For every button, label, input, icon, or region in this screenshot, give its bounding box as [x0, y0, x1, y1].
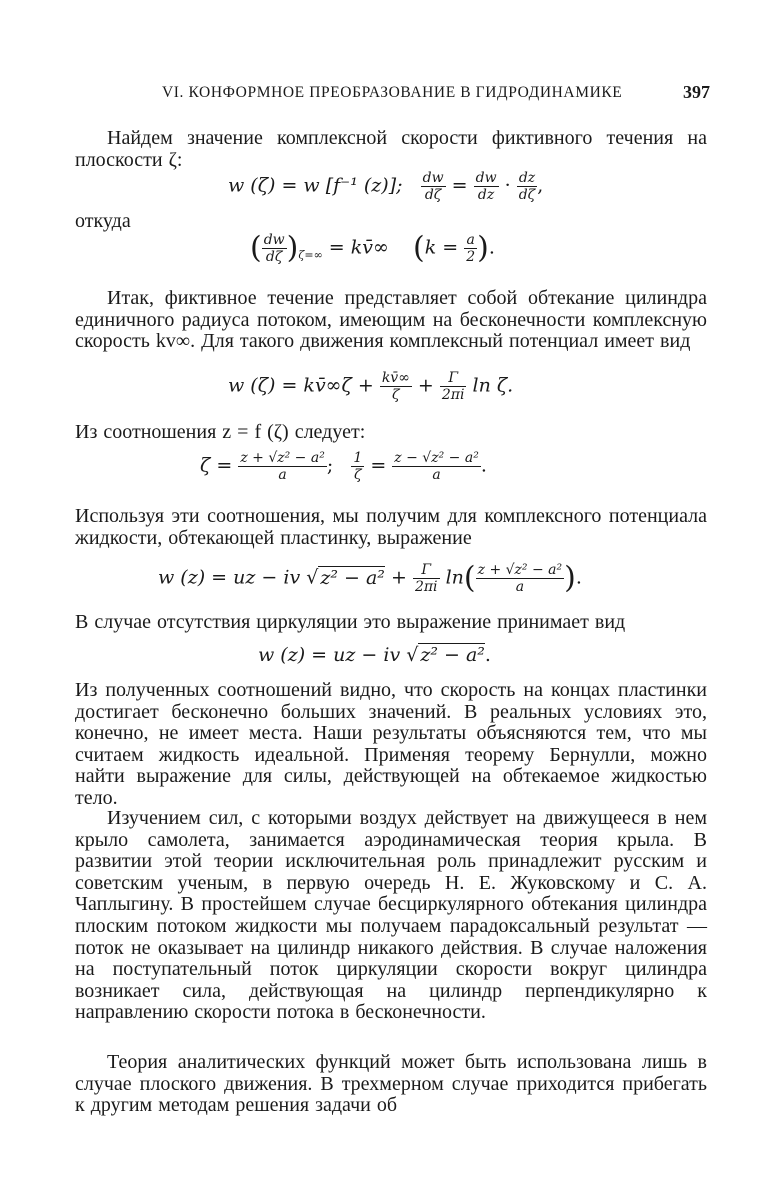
eq3-frac1: $\frac{kv̄\infty}{\zeta}$ — [381, 370, 410, 403]
equation-4: ζ = $\frac{\text{z + √z² − a²}}{a}$ ; $\frac{1}{\zeta}$ = $\frac{\text{z − √z² − a²}}{a}$ . — [200, 450, 487, 483]
equation-6: w (z) = uz − iv √ z² − a². — [258, 644, 491, 666]
paragraph-3: Из соотношения z = f (ζ) следует: — [75, 421, 366, 443]
eq5-frac1: $\frac{\Gamma}{2\pi i}$ — [414, 562, 438, 595]
paragraph-5: В случае отсутствия циркуляции это выражение принимает вид — [75, 611, 626, 633]
chapter-title: VI. КОНФОРМНОЕ ПРЕОБРАЗОВАНИЕ В ГИДРОДИНАМИКЕ — [162, 84, 623, 101]
eq2-frac: $\frac{dw}{d\zeta}$ — [263, 232, 285, 265]
paragraph-2: Итак, фиктивное течение представляет собой обтекание цилиндра единичного радиуса потоком, имеющим на бесконечности комплексную скорость kv∞. Для такого движения комплексный потенциал имеет вид — [75, 287, 707, 353]
equation-5: w (z) = uz − iv √ z² − a² + $\frac{\Gamma}{2\pi i}$ ln( $\frac{\text{z + √z² − a²}}{a}$ ). — [158, 560, 582, 596]
equation-3: w (ζ) = kv̄∞ζ + $\frac{kv̄\infty}{\zeta}$ + $\frac{\Gamma}{2\pi i}$ ln ζ. — [228, 370, 514, 403]
paragraph-1: Найдем значение комплексной скорости фиктивного течения на плоскости ζ: — [75, 127, 707, 171]
eq3-frac2: $\frac{\Gamma}{2\pi i}$ — [441, 370, 465, 403]
eq4-frac1: $\frac{\text{z + √z² − a²}}{a}$ — [240, 450, 325, 483]
equation-2: ( $\frac{dw}{d\zeta}$ )$_{\zeta=\infty}$ = kv̄∞ (k = $\frac{a}{2}$ ). — [250, 230, 495, 266]
paragraph-8: Теория аналитических функций может быть использована лишь в случае плоского движения. В трехмерном случае приходится прибегать к другим методам решения задачи об — [75, 1051, 707, 1117]
equation-1: w (ζ) = w [f⁻¹ (z)]; $\frac{dw}{d\zeta}$ = $\frac{dw}{dz}$ · $\frac{dz}{d\zeta}$ , — [228, 170, 544, 203]
paragraph-6: Из полученных соотношений видно, что скорость на концах пластинки достигает бесконечно больших значений. В реальных условиях это, конечно, не имеет места. Наши результаты объясняются тем, что мы считаем жидкость идеальной. Применяя теорему Бернулли, можно найти выражение для силы, действующей на обтекаемое жидкостью тело. — [75, 679, 707, 809]
eq4-frac3: $\frac{\text{z − √z² − a²}}{a}$ — [394, 450, 479, 483]
page-number: 397 — [683, 82, 710, 102]
eq1-frac3: $\frac{dz}{d\zeta}$ — [518, 170, 536, 203]
eq1-lhs: w (ζ) = w [f⁻¹ (z)]; — [228, 174, 403, 197]
running-header — [150, 84, 710, 108]
eq2-k-frac: $\frac{a}{2}$ — [466, 232, 476, 265]
eq5-frac2: $\frac{\text{z + √z² − a²}}{a}$ — [477, 562, 563, 595]
eq1-frac1: $\frac{dw}{d\zeta}$ — [422, 170, 444, 203]
paragraph-4: Используя эти соотношения, мы получим для комплексного потенциала жидкости, обтекающей пластинку, выражение — [75, 505, 707, 549]
paragraph-7: Изучением сил, с которыми воздух действует на движущееся в нем крыло самолета, занимается аэродинамическая теория крыла. В развитии этой теории исключительная роль принадлежит русским и советским ученым, в первую очередь Н. Е. Жуковскому и С. А. Чаплыгину. В простейшем случае бесциркулярного обтекания цилиндра плоским потоком жидкости мы получаем парадоксальный результат — поток не оказывает на цилиндр никакого действия. В случае наложения на поступательный поток циркуляции скорости вокруг цилиндра возникает сила, действующая на цилиндр перпендикулярно к направлению скорости потока в бесконечности. — [75, 807, 707, 1024]
eq4-frac2: $\frac{1}{\zeta}$ — [353, 450, 363, 483]
eq1-frac2: $\frac{dw}{dz}$ — [475, 170, 497, 203]
word-otkuda: откуда — [75, 210, 131, 232]
